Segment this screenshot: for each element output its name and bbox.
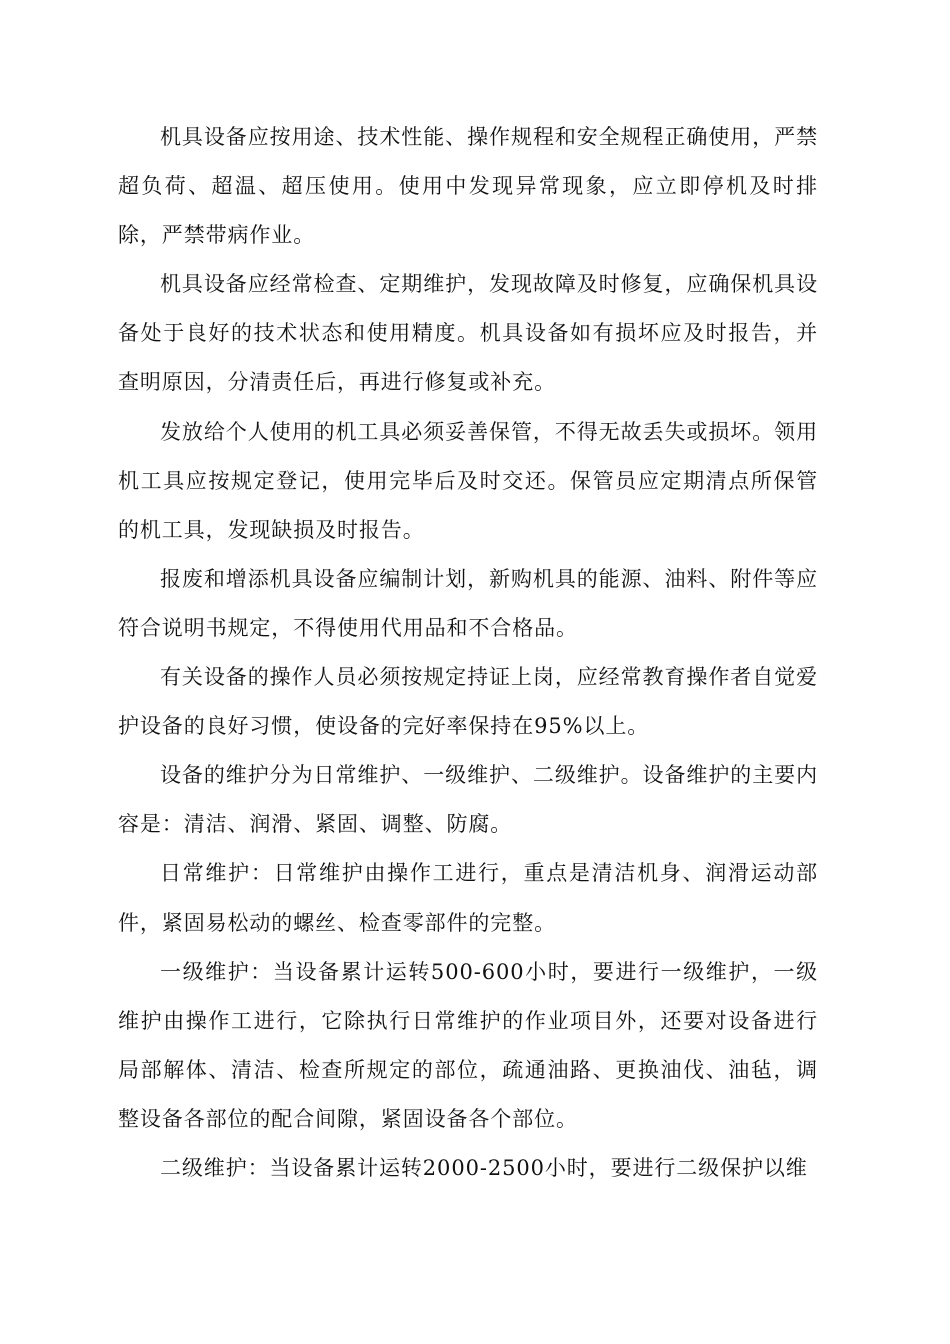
paragraph-daily-maintenance: 日常维护：日常维护由操作工进行，重点是清洁机身、润滑运动部件，紧固易松动的螺丝、检查零部件的完整。 xyxy=(118,861,818,935)
document-body xyxy=(118,113,818,1193)
paragraph-scrapping-purchasing: 报废和增添机具设备应编制计划，新购机具的能源、油料、附件等应符合说明书规定，不得使用代用品和不合格品。 xyxy=(118,566,818,640)
paragraph-tool-custody: 发放给个人使用的机工具必须妥善保管，不得无故丢失或损坏。领用机工具应按规定登记，使用完毕后及时交还。保管员应定期清点所保管的机工具，发现缺损及时报告。 xyxy=(118,419,818,542)
paragraph-first-level-maintenance: 一级维护：当设备累计运转500-600小时，要进行一级维护，一级维护由操作工进行，它除执行日常维护的作业项目外，还要对设备进行局部解体、清洁、检查所规定的部位，疏通油路、更换油伐、油毡，调整设备各部位的配合间隙，紧固设备各个部位。 xyxy=(118,959,818,1131)
paragraph-operator-certification: 有关设备的操作人员必须按规定持证上岗，应经常教育操作者自觉爱护设备的良好习惯，使设备的完好率保持在95%以上。 xyxy=(118,665,818,739)
paragraph-inspection-maintenance: 机具设备应经常检查、定期维护，发现故障及时修复，应确保机具设备处于良好的技术状态和使用精度。机具设备如有损坏应及时报告，并查明原因，分清责任后，再进行修复或补充。 xyxy=(118,272,818,395)
paragraph-maintenance-levels: 设备的维护分为日常维护、一级维护、二级维护。设备维护的主要内容是：清洁、润滑、紧固、调整、防腐。 xyxy=(118,763,818,837)
paragraph-second-level-maintenance: 二级维护：当设备累计运转2000-2500小时，要进行二级保护以维 xyxy=(160,1155,808,1180)
paragraph-equipment-usage: 机具设备应按用途、技术性能、操作规程和安全规程正确使用，严禁超负荷、超温、超压使用。使用中发现异常现象，应立即停机及时排除，严禁带病作业。 xyxy=(118,125,818,248)
